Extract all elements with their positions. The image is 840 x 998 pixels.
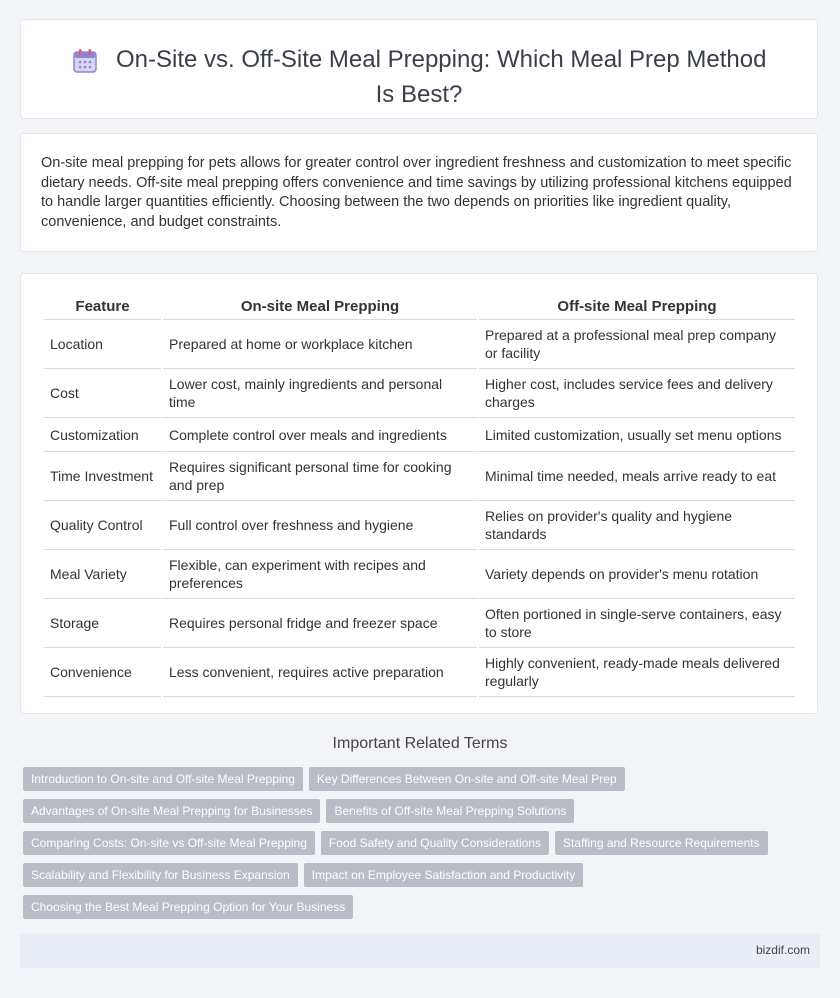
title-wrap <box>61 44 777 111</box>
on-site-cell: Full control over freshness and hygiene <box>163 501 477 550</box>
comparison-table <box>42 296 797 697</box>
tag-row <box>23 767 813 799</box>
table-row <box>44 418 795 452</box>
page-title: On-Site vs. Off-Site Meal Prepping: Which Meal Prep Method Is Best? <box>115 46 767 108</box>
header-on-site: On-site Meal Prepping <box>163 296 477 320</box>
comparison-card <box>20 273 818 714</box>
table-row <box>44 501 795 550</box>
off-site-cell: Often portioned in single-serve containers, easy to store <box>479 599 795 648</box>
calendar-icon <box>72 48 98 79</box>
feature-cell: Customization <box>44 418 161 452</box>
related-term-link[interactable]: Key Differences Between On-site and Off-site Meal Prep <box>309 767 625 791</box>
on-site-cell: Prepared at home or workplace kitchen <box>163 320 477 369</box>
off-site-cell: Prepared at a professional meal prep company or facility <box>479 320 795 369</box>
table-row <box>44 369 795 418</box>
related-term-link[interactable]: Staffing and Resource Requirements <box>555 831 768 855</box>
table-row <box>44 550 795 599</box>
table-header-row <box>44 296 795 320</box>
tag-row <box>23 863 813 895</box>
related-term-link[interactable]: Food Safety and Quality Considerations <box>321 831 549 855</box>
feature-cell: Cost <box>44 369 161 418</box>
on-site-cell: Flexible, can experiment with recipes and preferences <box>163 550 477 599</box>
related-term-link[interactable]: Scalability and Flexibility for Business Expansion <box>23 863 298 887</box>
tag-row <box>23 799 813 831</box>
feature-cell: Meal Variety <box>44 550 161 599</box>
on-site-cell: Requires personal fridge and freezer space <box>163 599 477 648</box>
off-site-cell: Minimal time needed, meals arrive ready to eat <box>479 452 795 501</box>
feature-cell: Quality Control <box>44 501 161 550</box>
feature-cell: Location <box>44 320 161 369</box>
related-term-link[interactable]: Choosing the Best Meal Prepping Option for Your Business <box>23 895 353 919</box>
off-site-cell: Higher cost, includes service fees and delivery charges <box>479 369 795 418</box>
feature-cell: Convenience <box>44 648 161 697</box>
related-term-link[interactable]: Introduction to On-site and Off-site Meal Prepping <box>23 767 303 791</box>
off-site-cell: Relies on provider's quality and hygiene standards <box>479 501 795 550</box>
off-site-cell: Limited customization, usually set menu options <box>479 418 795 452</box>
table-row <box>44 599 795 648</box>
related-term-link[interactable]: Advantages of On-site Meal Prepping for Businesses <box>23 799 320 823</box>
off-site-cell: Highly convenient, ready-made meals delivered regularly <box>479 648 795 697</box>
on-site-cell: Complete control over meals and ingredients <box>163 418 477 452</box>
related-terms-list <box>23 767 813 927</box>
feature-cell: Time Investment <box>44 452 161 501</box>
tag-row <box>23 895 813 927</box>
table-row <box>44 452 795 501</box>
feature-cell: Storage <box>44 599 161 648</box>
related-term-link[interactable]: Impact on Employee Satisfaction and Productivity <box>304 863 583 887</box>
on-site-cell: Lower cost, mainly ingredients and personal time <box>163 369 477 418</box>
footer-site-link[interactable]: bizdif.com <box>755 943 810 957</box>
off-site-cell: Variety depends on provider's menu rotation <box>479 550 795 599</box>
related-term-link[interactable]: Benefits of Off-site Meal Prepping Solutions <box>326 799 574 823</box>
header-off-site: Off-site Meal Prepping <box>479 296 795 320</box>
tag-row <box>23 831 813 863</box>
header-feature: Feature <box>44 296 161 320</box>
title-card <box>20 19 818 119</box>
on-site-cell: Requires significant personal time for cooking and prep <box>163 452 477 501</box>
footer <box>20 934 820 968</box>
related-terms-heading: Important Related Terms <box>332 735 508 752</box>
intro-paragraph: On-site meal prepping for pets allows for greater control over ingredient freshness and customization to meet specific dietary needs. Off-site meal prepping offers convenience and time savings by utilizing professional kitchens equipped to handle larger quantities efficiently. Choosing between the two depends on priorities like ingredient quality, convenience, and budget constraints. <box>41 155 792 230</box>
table-row <box>44 648 795 697</box>
on-site-cell: Less convenient, requires active preparation <box>163 648 477 697</box>
intro-card <box>20 133 818 252</box>
table-row <box>44 320 795 369</box>
related-term-link[interactable]: Comparing Costs: On-site vs Off-site Meal Prepping <box>23 831 315 855</box>
